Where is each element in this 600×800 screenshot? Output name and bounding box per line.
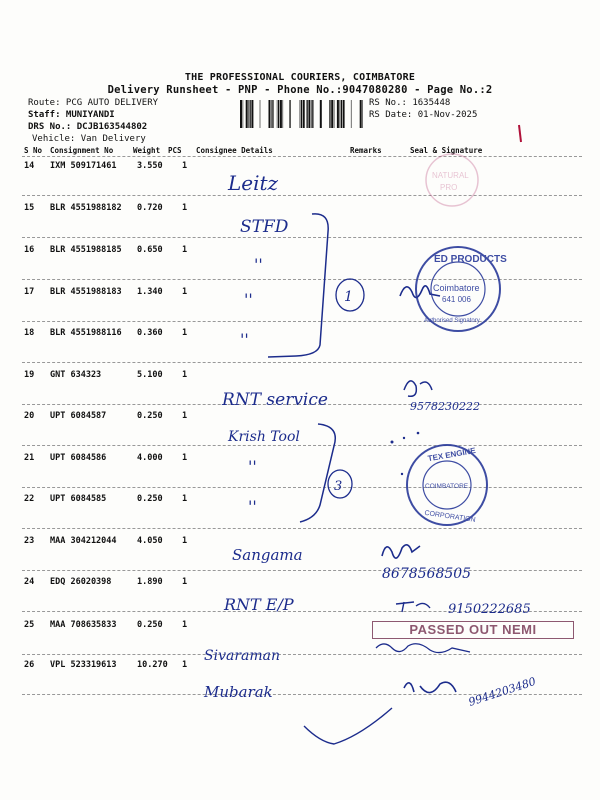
vehicle-label: Vehicle: Van Delivery xyxy=(32,134,146,144)
sign-row20: Krish Tool xyxy=(228,429,300,445)
row-pcs: 1 xyxy=(182,161,188,171)
row-divider xyxy=(22,237,582,238)
row-sno: 26 xyxy=(24,660,35,670)
faded-stamp xyxy=(426,154,478,206)
seal2-city: COIMBATORE xyxy=(425,483,469,490)
row-sno: 18 xyxy=(24,328,35,338)
drs-label: DRS No.: DCJB163544802 xyxy=(28,122,148,132)
row-sno: 21 xyxy=(24,453,35,463)
staff-label: Staff: MUNIYANDI xyxy=(28,110,115,120)
bottom-tick-mark xyxy=(304,708,392,744)
sign-row26: Mubarak xyxy=(204,683,273,701)
signature-row17 xyxy=(400,286,440,298)
row-weight: 0.250 xyxy=(137,411,163,421)
row-pcs: 1 xyxy=(182,453,188,463)
seal2-top: TEX ENGINE xyxy=(427,445,477,464)
ditto-row17: '' xyxy=(244,290,253,309)
row-sno: 24 xyxy=(24,577,35,587)
passed-out-stamp: PASSED OUT NEMI xyxy=(372,621,574,639)
row-consignment: VPL 523319613 xyxy=(50,660,117,670)
rs-date-label: RS Date: 01-Nov-2025 xyxy=(369,110,478,120)
row-weight: 4.050 xyxy=(137,536,163,546)
phone-row19: 9578230222 xyxy=(410,400,480,413)
row-divider xyxy=(22,362,582,363)
sign-row15: STFD xyxy=(240,217,289,237)
row-weight: 1.890 xyxy=(137,577,163,587)
row-divider xyxy=(22,654,582,655)
col-sno: S No xyxy=(24,146,43,155)
circle-count-1 xyxy=(336,279,364,311)
phone-row26: 9944203480 xyxy=(466,674,538,709)
col-consignment: Consignment No xyxy=(50,146,114,155)
row-pcs: 1 xyxy=(182,411,188,421)
row-divider xyxy=(22,570,582,571)
row-sno: 25 xyxy=(24,620,35,630)
row-pcs: 1 xyxy=(182,328,188,338)
sign-row14: Leitz xyxy=(228,171,279,195)
row-divider xyxy=(22,321,582,322)
svg-text:PRO: PRO xyxy=(440,183,458,192)
bracket-row15-18 xyxy=(268,214,328,357)
company-title: THE PROFESSIONAL COURIERS, COIMBATORE xyxy=(184,72,416,83)
row-divider xyxy=(22,445,582,446)
col-pcs: PCS xyxy=(168,146,182,155)
row-pcs: 1 xyxy=(182,536,188,546)
row-consignment: BLR 4551988182 xyxy=(50,203,122,213)
row-sno: 17 xyxy=(24,287,35,297)
seal1-top: ED PRODUCTS xyxy=(434,254,507,265)
row-weight: 10.270 xyxy=(137,660,168,670)
phone-row24: 9150222685 xyxy=(448,602,531,617)
row-weight: 1.340 xyxy=(137,287,163,297)
sign-row24: RNT E/P xyxy=(224,595,294,614)
row-divider xyxy=(22,279,582,280)
sign-row19: RNT service xyxy=(222,390,328,410)
barcode xyxy=(240,100,365,128)
col-details: Consignee Details xyxy=(196,146,273,155)
row-weight: 0.720 xyxy=(137,203,163,213)
row-pcs: 1 xyxy=(182,203,188,213)
row-sno: 20 xyxy=(24,411,35,421)
sign-row23: Sangama xyxy=(232,546,303,564)
row-weight: 0.250 xyxy=(137,620,163,630)
ditto-row21: '' xyxy=(248,457,257,476)
circle-count-3 xyxy=(328,470,352,498)
row-consignment: GNT 634323 xyxy=(50,370,102,380)
row-weight: 3.550 xyxy=(137,161,163,171)
row-sno: 19 xyxy=(24,370,35,380)
row-consignment: BLR 4551988183 xyxy=(50,287,122,297)
row-weight: 0.360 xyxy=(137,328,163,338)
seal1-city: Coimbatore xyxy=(433,283,480,293)
row-divider xyxy=(22,404,582,405)
ditto-row16: '' xyxy=(254,255,263,274)
row-pcs: 1 xyxy=(182,620,188,630)
row-weight: 4.000 xyxy=(137,453,163,463)
ditto-row22: '' xyxy=(248,497,257,516)
row-weight: 0.250 xyxy=(137,494,163,504)
seal1-pin: 641 006 xyxy=(442,295,471,304)
row-pcs: 1 xyxy=(182,287,188,297)
row-pcs: 1 xyxy=(182,494,188,504)
row-consignment: MAA 708635833 xyxy=(50,620,117,630)
row-consignment: UPT 6084585 xyxy=(50,494,107,504)
row-divider xyxy=(22,195,582,196)
signature-row26 xyxy=(404,682,456,692)
row-sno: 22 xyxy=(24,494,35,504)
row-consignment: BLR 4551988116 xyxy=(50,328,122,338)
signature-row19 xyxy=(404,381,432,396)
col-weight: Weight xyxy=(133,146,161,155)
runsheet-title: Delivery Runsheet - PNP - Phone No.:9047080280 - Page No.:2 xyxy=(107,84,493,96)
col-remarks: Remarks xyxy=(350,146,382,155)
col-seal: Seal & Signature xyxy=(410,146,483,155)
row-pcs: 1 xyxy=(182,245,188,255)
ink-dots xyxy=(391,432,420,475)
phone-row23: 8678568505 xyxy=(382,566,472,582)
row-sno: 23 xyxy=(24,536,35,546)
row-pcs: 1 xyxy=(182,370,188,380)
sign-row25: Sivaraman xyxy=(204,648,281,664)
header-divider xyxy=(22,156,582,157)
seal2-bottom: CORPORATION xyxy=(423,509,477,524)
row-sno: 16 xyxy=(24,245,35,255)
row-divider xyxy=(22,528,582,529)
row-pcs: 1 xyxy=(182,660,188,670)
row-consignment: MAA 304212044 xyxy=(50,536,117,546)
row-consignment: IXM 509171461 xyxy=(50,161,117,171)
circle-num-1: 1 xyxy=(344,289,353,305)
row-divider xyxy=(22,487,582,488)
row-sno: 15 xyxy=(24,203,35,213)
row-consignment: UPT 6084587 xyxy=(50,411,107,421)
row-pcs: 1 xyxy=(182,577,188,587)
red-pen-mark xyxy=(519,125,521,142)
row-sno: 14 xyxy=(24,161,35,171)
circle-num-3: 3 xyxy=(334,479,343,494)
row-divider xyxy=(22,611,582,612)
company-seal-2 xyxy=(407,445,487,525)
row-divider xyxy=(22,694,582,695)
signature-row23 xyxy=(382,545,420,558)
route-label: Route: PCG AUTO DELIVERY xyxy=(28,98,159,108)
row-consignment: EDQ 26020398 xyxy=(50,577,112,587)
ditto-row18: '' xyxy=(240,330,249,349)
row-consignment: UPT 6084586 xyxy=(50,453,107,463)
bracket-row20-22 xyxy=(300,424,335,522)
signature-row25 xyxy=(376,644,470,653)
row-weight: 0.650 xyxy=(137,245,163,255)
row-weight: 5.100 xyxy=(137,370,163,380)
row-consignment: BLR 4551988185 xyxy=(50,245,122,255)
rs-no-label: RS No.: 1635448 xyxy=(369,98,451,108)
company-seal-1 xyxy=(416,247,507,331)
seal1-bottom: Authorised Signatory xyxy=(424,318,480,324)
svg-text:NATURAL: NATURAL xyxy=(432,171,469,180)
